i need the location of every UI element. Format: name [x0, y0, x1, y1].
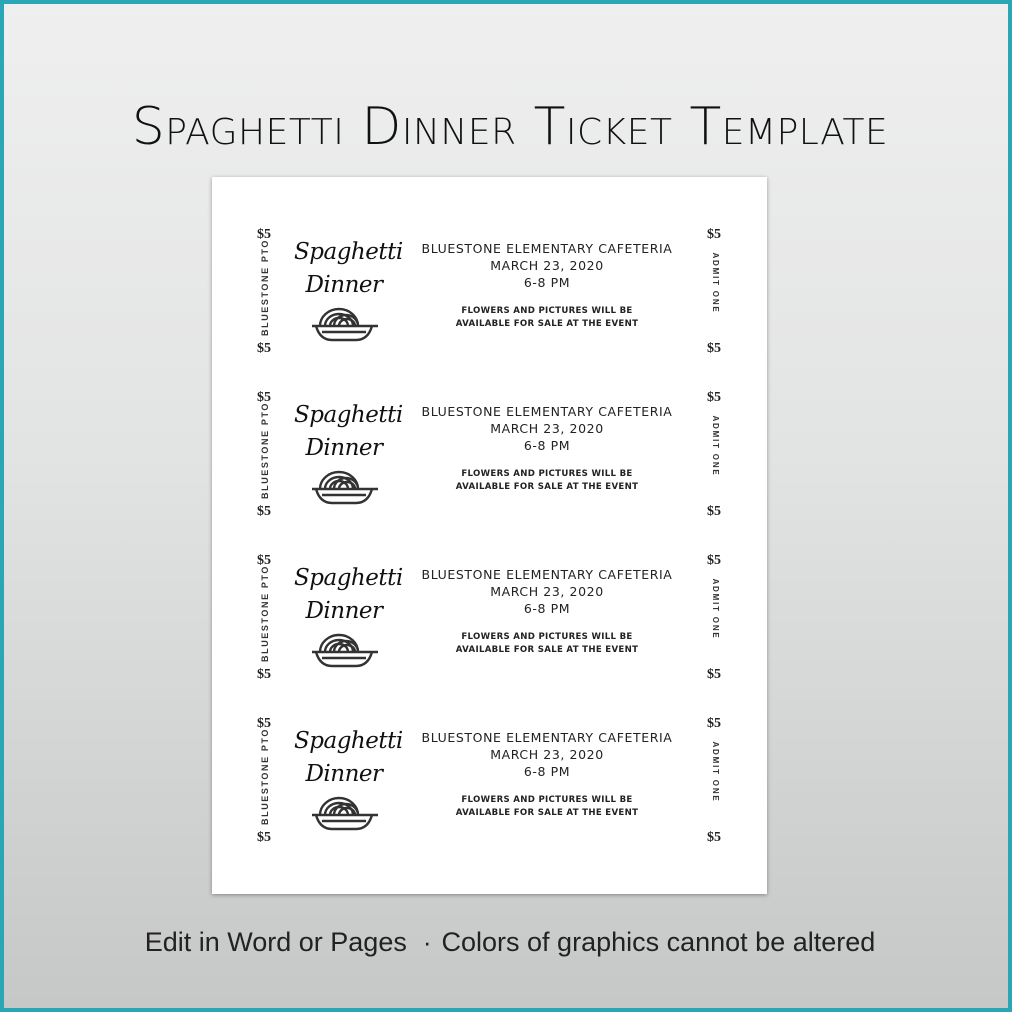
note-line-2: AVAILABLE FOR SALE AT THE EVENT [455, 645, 639, 655]
spaghetti-bowl-icon [310, 630, 380, 670]
org-text: BLUESTONE PTO [260, 239, 270, 336]
price-bottom-right: $5 [707, 667, 721, 682]
date-text: MARCH 23, 2020 [490, 421, 604, 436]
note-text [417, 794, 677, 820]
logo-word-spaghetti: Spaghetti [294, 402, 403, 428]
price-top-right: $5 [707, 553, 721, 568]
price-top-right: $5 [707, 227, 721, 242]
logo-word-dinner: Dinner [305, 598, 383, 624]
venue-text: BLUESTONE ELEMENTARY CAFETERIA [421, 404, 673, 419]
time-text: 6-8 PM [523, 438, 571, 453]
time-text: 6-8 PM [523, 764, 571, 779]
price-top-left: $5 [257, 716, 271, 731]
org-text: BLUESTONE PTO [260, 565, 270, 662]
price-top-right: $5 [707, 390, 721, 405]
venue-text: BLUESTONE ELEMENTARY CAFETERIA [421, 730, 673, 745]
ticket [212, 553, 767, 693]
time-text: 6-8 PM [523, 275, 571, 290]
price-bottom-left: $5 [257, 504, 271, 519]
spaghetti-bowl-icon [310, 793, 380, 833]
price-top-left: $5 [257, 390, 271, 405]
admit-text: ADMIT ONE [711, 252, 720, 314]
spaghetti-bowl-icon [310, 304, 380, 344]
note-text [417, 468, 677, 494]
logo-word-spaghetti: Spaghetti [294, 565, 403, 591]
time-text: 6-8 PM [523, 601, 571, 616]
venue-text: BLUESTONE ELEMENTARY CAFETERIA [421, 241, 673, 256]
ticket [212, 716, 767, 856]
org-text: BLUESTONE PTO [260, 728, 270, 825]
note-line-2: AVAILABLE FOR SALE AT THE EVENT [455, 482, 639, 492]
org-text: BLUESTONE PTO [260, 402, 270, 499]
ticket [212, 390, 767, 530]
admit-text: ADMIT ONE [711, 415, 720, 477]
note-line-2: AVAILABLE FOR SALE AT THE EVENT [455, 808, 639, 818]
footer-caption [4, 922, 1012, 962]
venue-text: BLUESTONE ELEMENTARY CAFETERIA [421, 567, 673, 582]
note-line-2: AVAILABLE FOR SALE AT THE EVENT [455, 319, 639, 329]
admit-text: ADMIT ONE [711, 741, 720, 803]
note-line-1: FLOWERS AND PICTURES WILL BE [461, 795, 633, 805]
logo-word-spaghetti: Spaghetti [294, 728, 403, 754]
price-bottom-right: $5 [707, 341, 721, 356]
price-bottom-left: $5 [257, 341, 271, 356]
logo-word-dinner: Dinner [305, 435, 383, 461]
note-text [417, 305, 677, 331]
footer-left-text: Edit in Word or Pages [144, 927, 407, 957]
page-frame [4, 4, 1008, 1008]
note-line-1: FLOWERS AND PICTURES WILL BE [461, 306, 633, 316]
price-bottom-right: $5 [707, 830, 721, 845]
logo-word-dinner: Dinner [305, 272, 383, 298]
note-line-1: FLOWERS AND PICTURES WILL BE [461, 469, 633, 479]
footer-right-text: Colors of graphics cannot be altered [441, 927, 876, 957]
note-text [417, 631, 677, 657]
date-text: MARCH 23, 2020 [490, 747, 604, 762]
price-top-right: $5 [707, 716, 721, 731]
price-top-left: $5 [257, 553, 271, 568]
date-text: MARCH 23, 2020 [490, 258, 604, 273]
date-text: MARCH 23, 2020 [490, 584, 604, 599]
ticket-sheet [212, 177, 767, 894]
price-bottom-left: $5 [257, 830, 271, 845]
price-top-left: $5 [257, 227, 271, 242]
price-bottom-right: $5 [707, 504, 721, 519]
logo-word-spaghetti: Spaghetti [294, 239, 403, 265]
price-bottom-left: $5 [257, 667, 271, 682]
note-line-1: FLOWERS AND PICTURES WILL BE [461, 632, 633, 642]
ticket [212, 227, 767, 367]
bullet-separator: · [422, 927, 432, 957]
logo-word-dinner: Dinner [305, 761, 383, 787]
admit-text: ADMIT ONE [711, 578, 720, 640]
spaghetti-bowl-icon [310, 467, 380, 507]
page-title: Spaghetti Dinner Ticket Template [131, 97, 889, 157]
